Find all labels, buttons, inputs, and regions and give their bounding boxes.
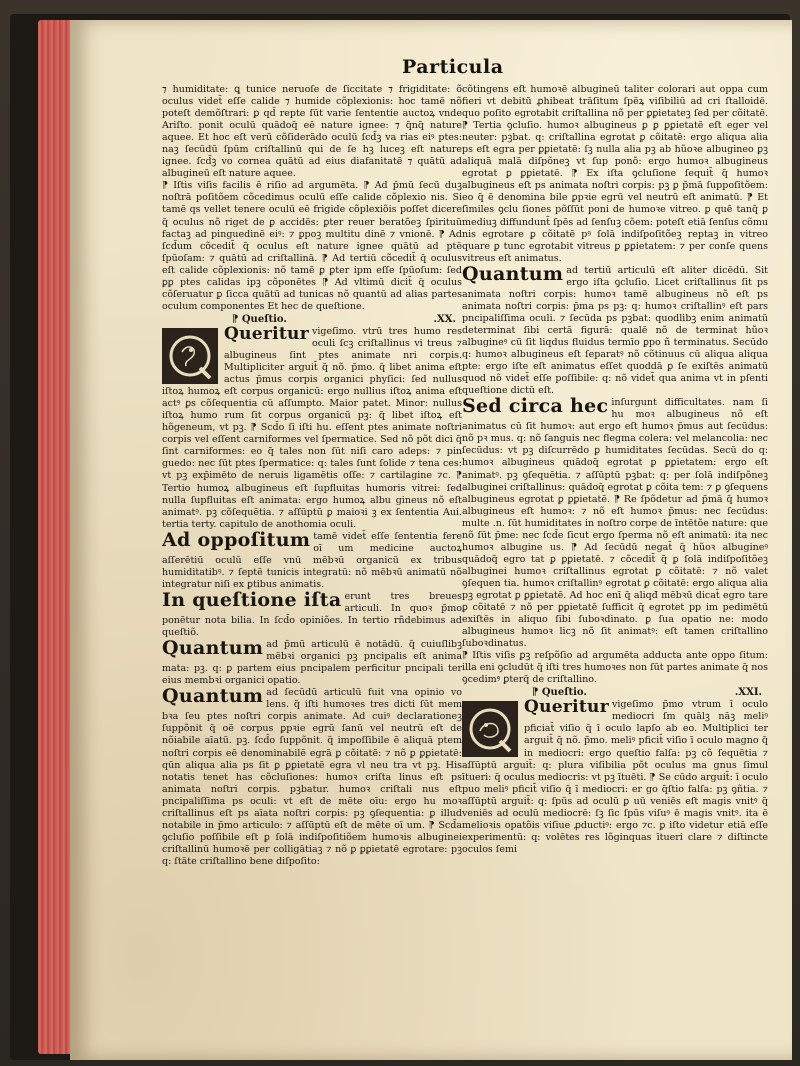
lead-word: Sed circa hec <box>462 395 609 418</box>
paragraph-text: vigeſimo. vtrū tres humo res oculi ſcꝫ criſtallinus vi treus ⁊ albugineus ſint ptes animate nri corpis. Multipliciter arguit̄ q̄ nõ. p̄mo. q̄ libet anima eſt actus p̄mus corpis organici phyſici: ſed nullus iſtoꝝ humoꝝ eſt corpus organicū: ergo nullius iſtoꝝ anima eſt actꝰ ꝑs cõſequentia cū aſſumpto. Maior patet. Minor: nullus iſtoꝝ humo rum ſit corpus organicū pꝫ: q̄ libet iſtoꝝ eſt hõgeneum, vt pꝫ. ⁋ Scd̄o ſi iſti hu. eſſent ptes animate noſtri corpis vel eſſent carniformes vel ſpermatice. Sed nõ põt dici q̄ ſint carniformes: eo q̄ tales non ſūt niſi caro adeps: ⁊ pin guedo: nec ſūt ptes ſpermatice: q: tales ſunt ſolide ⁊ tena ces: vt pꝫ exp̄imēto de neruis ligamētis oſſe: ⁊ cartilagine ⁊c. ⁋ Tertio humoꝝ albugineus eſt ſupfluitas humoris vitrei: ſed nulla ſupfluitas eſt animata: ergo humoꝝ albu gineus nõ eſt animatꝰ. pꝫ cõſequētia. ⁊ aſſūptū ꝑ maioꝛi ꝫ ex ſententia Aui. tertia terty. capitulo de anothomia oculi. <box>162 325 462 530</box>
question-heading <box>162 313 462 326</box>
paragraph-text: ad p̄mū articulū ē notādū. q̄ cuiuſlibꝫ mēbꝛi organici pꝫ pncipalis eſt anima mata: pꝫ. q: ꝑ partem eius pncipalem perficitur pncipali ter eius membꝛi organici opatio. <box>162 639 462 687</box>
right-column <box>462 84 768 1034</box>
paragraph-text: erunt tres breues articuli. In quoꝛ p̄mo ponētur nota bilia. In ſcd̄o opiniões. In tertio rñdebimus ad queſtiõ. <box>162 590 462 639</box>
paragraph <box>462 397 768 650</box>
lead-word: In queſtione iſta <box>162 588 342 611</box>
paragraph <box>162 588 462 639</box>
running-title: Particula <box>402 56 504 78</box>
lead-word: Queritur <box>224 323 309 344</box>
lead-word: Queritur <box>524 697 609 718</box>
decorated-initial-icon <box>464 703 516 755</box>
paragraph: cõtingens eſt humoꝛē albugineū taliter colorari aut oppa cum fieri vt debitū ꝓhibeat trāſitum ſpēꝝ viſibiliū ad cri ſtalloidē. quo poſito egrotabit criſtallina nõ per ꝑꝑietateꝫ ſed per cõitatē. ⁋ Tertia ꝯcluſio. humoꝛ albugineus ꝑ ꝑ ꝑꝑietatē eſt eger vel neuter: pꝫbat. q: criſtallina egrotat ꝑ cõitatē: ergo aliqua alia ps eſt egra per ꝑꝑietatē: ſꝫ nulla alia pꝫ ab hũoꝛe albugineo ꝑꝫ aliquā malā diſpõneꝫ vt ſup ponõ: ergo humoꝛ albugineus egrotat ꝑ ꝑꝑietatē. ⁋ Ex iſta ꝯcluſione ſequit̄ q̄ humoꝛ albugineus eſt ps animata noſtri corpis: pꝫ ꝑ p̄mā ſuppoſitõem: eo q̄ ē denomina bile ꝑpꝛie egrū vel neutrū eſt animatū. ⁋ Et ſimiles ꝯclu ſiones põſſūt poni de humoꝛe vitreo. ꝑ quē tanq̄ ꝑ mediuꝫ diffundunt̄ ſpēs ad ſenſuꝫ cõem: poteſt etiā ſenſus cõmu nis egrotare ꝑ cõitatē pꝰ ſolā indiſpoſitõeꝫ reptaꝫ in vitreo quare ꝑ tunc egrotabit vitreus ꝑ ꝑꝑietatem: ⁊ per conſe quens vitreus eſt animatus. <box>462 84 768 264</box>
question-label: ⁋ Queſtio. <box>232 313 287 325</box>
decorated-initial-q <box>462 701 518 757</box>
paragraph-text: tamē videt̄ eſſe ſententia fere oī um medicine auctoꝝ aſſerētiū oculū eſſe vnū mēbꝛū organicū ex tribus humiditatibꝰ. ⁊ ſeptē tunicis integratū: nõ mēbꝛū animatū nõ integratur niſi ex ꝑtibus animatis. <box>162 530 462 590</box>
paragraph-text: ad ſecūdū articulū fuit vna opinio vo lens. q̄ iſti humoꝛes tres dicti ſūt mem bꝛa ſeu ptes noſtri corpis animate. Ad cuiꝰ declarationeꝫ ſuppõnit q̄ oē corpus ꝑpꝛie egrū ſanū vel neutrū eſt de nõiabile aīatū. pꝫ. ſcd̄o ſuppõnit. q̄ impoſſibile ē aliquā ptem noſtri corpis eē denominabilē egrā ꝑ cõitatē: ⁊ nõ ꝑ ꝑꝑietatē: qūn aliqua alia ps ſit ꝑ ꝑꝑietatē egra vl neu tra vt pꝫ. His notatis tenet has cõcluſiones: humoꝛ criſta linus eſt ps animata noſtri corpis. pꝫbatur. humoꝛ criſtali nus eſt pncipaliſſima ps oculi: vt eſt de mēte oīu: ergo hu moꝛ criſtallinus eſt ps aīata noſtri corpis: pꝫ ꝯſequentia: ꝑ illud notabile in p̄mo articulo: ⁊ aſſūptū eſt de mēte oī um. ⁋ Scd̄a ꝯcluſio poſſibile eſt ꝑ ſolā indiſpoſitiõem humoꝛis albuginei criſtallinū humoꝛē per colligātiaꝫ ⁊ nõ ꝑ ꝑꝑietatē egrotare: pꝫ q: ſtāte criſtallino bene diſpoſito: <box>162 687 462 867</box>
lead-word: Ad oppoſitum <box>162 528 311 551</box>
paragraph-text: ad tertiū articulū eſt aliter dicēdū. Sit ergo iſta ꝯcluſio. Licet criſtallinus ſit ps animata noſtri corpis: humoꝛ tamē albugineus nõ eſt ps animata noſtri corpis: p̄ma ps pꝫ: q: humoꝛ criſtallinꝰ eſt pars pncipaliſſima oculi. ⁊ ſecūda ps pꝫbat: quodlibꝫ enim animatū determinat ſibi certā figurā: qualē nõ de terminat hũoꝛ albugineꝰ cū ſit liqdus fluidus termīo ꝑpo ñ terminatus. Secūdo q: humoꝛ albugineus eſt ſeparatꝰ nõ cõtinuus cū aliqua aliqua pte: ergo iſte eſt animatus eſſet quoddā ꝑ ſe exiſtēs animatū quod nõ videt̄ eſſe poſſibile: q: nõ videt̄ qua anima vt in pſenti queſtione dictū eſt. <box>462 264 768 397</box>
question-label: ⁋ Queſtio. <box>532 687 587 699</box>
decorated-initial-icon <box>164 330 216 382</box>
paragraph <box>162 639 462 687</box>
decorated-initial-q <box>162 328 218 384</box>
lead-word: Quantum <box>162 637 264 660</box>
paragraph: ⁋ Iſtis viſis facilis ē riſio ad argumēta. ⁋ Ad p̄mū ſecū duꝫ noſtrā poſitõem cõcedimus oculū eſſe calide cõplexio nis. Si tamē qs vellet tenere oculū eē frigide cõplexiõis poſſet dicere q̄ oculus nõ riget de ꝑ accidēs: ꝑter reuer beratõeꝫ ſpirituū factaꝫ ad pinguedinē eiꝰ: ⁊ ꝑpoꝫ multitu dinē ⁊ vnionē. ⁋ Ad ſcd̄um cõcedit̄ q̄ oculus eſt nature ignee quātū ad ptē ſpūoſam: ⁊ quātū ad criſtallinā. ⁋ Ad tertiū cõcedit̄ q̄ oculus eſt calide cõplexionis: nõ tamē ꝑ ꝑter ipm eſſe ſpūoſum: ſed ꝑꝑ ptes calidas ipꝫ cõponētes ⁋ Ad vltimū dicit̄ q̄ oculus cõſeruatur ꝑ ſicca quātū ad tunicas nõ quantū ad alias partes oculum componentes Et hec de queſtione. <box>162 180 462 312</box>
paragraph <box>462 262 768 398</box>
paragraph: ⁊ humiditate: ꝗ tunice neruoſe de ſiccitate ⁊ frigiditate: õ oculus videt̄ eſſe calide ⁊ humide cõplexionis: hoc tamē nõ poteſt demõſtrari: ꝑ qd̄ repte ſūt varie ſententie auctoꝝ vnde Ariſto. ponit oculū quādoq̄ eē nature ignee: ⁊ q̄nq̄ nature aquee. Et hoc eſt verū cõſiderādo oculū ſcd̄ꝫ va rias eiꝰ ptes: naꝫ ſecūdū ſpūm criſtallinū qui de ſe hꝫ luceꝫ eſt nature ignee. ſcd̄ꝫ vo cornea quātū ad eius diafanitatē ⁊ quātū ad albugineū eſt nature aquee. <box>162 84 462 180</box>
paragraph: ⁋ Iſtis viſis ꝑꝫ reſpõſio ad argumēta adducta ante oppo ſitum: illa eni ꝯcludūt q̄ iſti tres humoꝛes non ſūt partes animate q̄ nos ꝯcedimꝰ ꝑterq̄ de criſtallino. <box>462 650 768 686</box>
paragraph <box>162 528 462 591</box>
paragraph-text: inſurgunt difficultates. nam ſi hu moꝛ albugineus nõ eſt animatus cū ſit humoꝛ: aut ergo eſt humoꝛ p̄mus aut ſecūdus: nõ pꝛ mus. q: nõ ſanguis nec flegma colera: vel melancolia: nec ſecūdus: vt pꝫ diſcurrēdo ꝑ humiditates ſecūdas. Secū do q: humoꝛ albugineus quādoq̄ egrotat ꝑ ꝑꝑietatem: ergo eſt animatꝰ. pꝫ ꝯſequētia. ⁊ aſſūptū pꝫbat: q: per ſolā indiſpõneꝫ albuginei criſtallinus: quādoq̄ egrotat ꝑ cõita tem: ⁊ ꝑ ꝯſequens albugineus egrotat ꝑ ꝑꝑietatē. ⁋ Re ſpõdetur ad p̄mā q̄ humoꝛ albugineus eſt humoꝛ: ⁊ nõ eſt humoꝛ p̄mus: nec ſecūdus: multe .n. ſūt humiditates in noſtro corpe de īntētõe nature: que nõ ſūt p̄me: nec ſcd̄e ſicut ergo ſperma nõ eſt animatū: ita nec humoꝛ albugine us. ⁋ Ad ſecūdū negat̄ q̄ hũoꝛ albugineꝰ quādoq̄ egro tat ꝑ ꝑꝑietatē. ⁊ cõcedit̄ q̄ ꝑ ſolā indiſpoſitõeꝫ albuginei humoꝛ criſtallinus egrotat ꝑ cõitatē: ⁊ nõ valet ꝯſequen tia. humoꝛ criſtallinꝰ egrotat ꝑ cõitatē: ergo aliqua alia pꝫ egrotat ꝑ ꝑꝑietatē. Ad hoc enī q̄ aliqđ mēbꝛū dicat̄ egro tare ꝑ cõitatē ⁊ nõ per ꝑꝑietatē ſufficit q̄ egrotet pp im pedimētū exiſtēs in aliquo ſibi ſuboꝛdinato. ꝑ ſua opatio ne: modo albugineus humoꝛ licꝫ nõ ſit animatꝰ: eſt tamen criſtallino ſuboꝛdinatus. <box>462 397 768 650</box>
question-number: .XX. <box>433 313 456 325</box>
paragraph <box>162 687 462 868</box>
question-heading <box>462 686 768 699</box>
left-column <box>162 84 462 1034</box>
lead-word: Quantum <box>162 685 264 708</box>
paragraph-text: vigeſimo p̄mo vtrum ī oculo mediocri ſm quālꝫ nāꝫ meliꝰ pficiat̄ viſio q̄ ī oculo lapſo ab eo. Multiplici ter arguit̄ q̄ nõ. p̄mo. meliꝰ pficit̄ viſio ī oculo magno q̄ in mediocri: ergo queſtio falſa: pꝫ cõ ſequētia ⁊ aſſūptū arguit̄: q: plura viſibilia põt oculus ma gnus ſimul ītueri: q̄ oculus mediocris: vt pꝫ ītuēti. ⁋ Se cūdo arguit̄: ī oculo puo meliꝰ pficit̄ viſio q̄ ī mediocri: er go q̄ſtio falſa: pꝫ ꝯñtia. ⁊ aſſūptū arguit̄: q: ſpūs ad oculū ꝑ uū veniēs eſt magis vnitꝰ q̄ veniēs ad oculū mediocrē: ſꝫ ſic ſpūs viſuꝰ ē magis vnitꝰ. ita ē melioꝛis opatõis viſiue ꝓductiꝰ: ergo ⁊c. ꝑ iſto videtur etiā eſſe experimentū: q: volētes res lõginquas ītueri clare ⁊ diſtincte oculos ſemi <box>462 699 768 855</box>
page-edge-red <box>38 20 70 1054</box>
lead-word: Quantum <box>462 262 564 285</box>
question-number: .XXI. <box>734 687 762 699</box>
